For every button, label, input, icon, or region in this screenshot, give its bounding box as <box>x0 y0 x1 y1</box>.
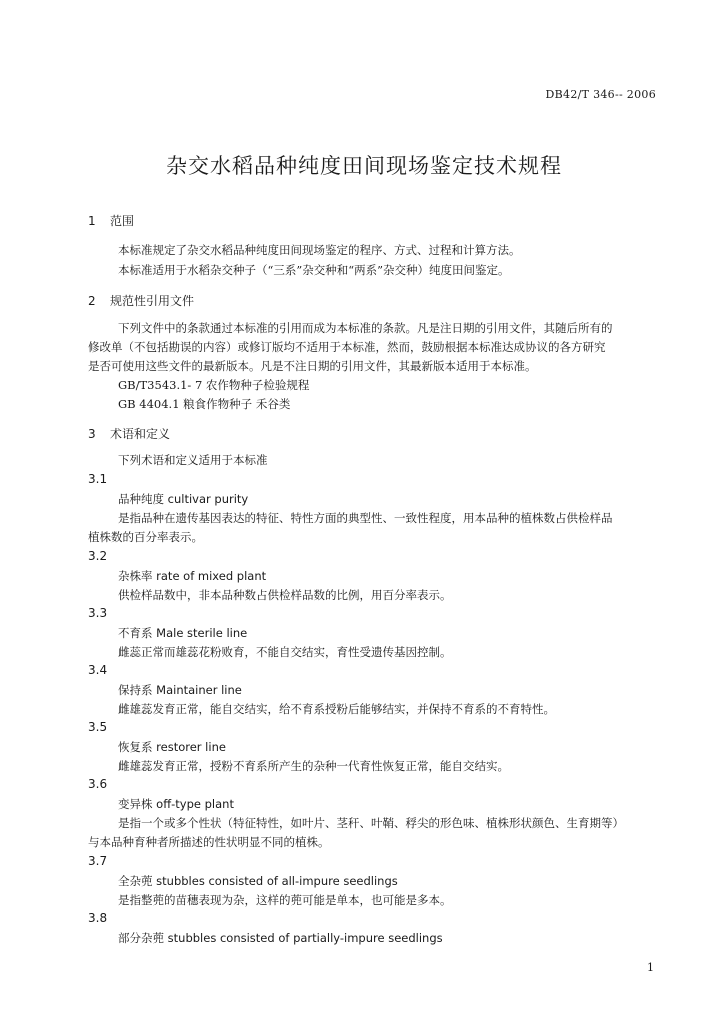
term-definition: 是指整蔸的苗穗表现为杂，这样的蔸可能是单本，也可能是多本。 <box>118 893 452 907</box>
reference-item: GB 4404.1 粮食作物种子 禾谷类 <box>118 397 291 411</box>
term-number: 3.1 <box>88 472 108 486</box>
refs-paragraph-line: 修改单（不包括勘误的内容）或修订版均不适用于本标准，然而，鼓励根据本标准达成协议的各方研究 <box>88 340 606 354</box>
terms-intro: 下列术语和定义适用于本标准 <box>118 453 268 467</box>
section-title: 术语和定义 <box>110 427 171 441</box>
term-name: 保持系 Maintainer line <box>118 683 242 697</box>
term-number: 3.2 <box>88 549 108 563</box>
refs-paragraph-line: 是否可使用这些文件的最新版本。凡是不注日期的引用文件，其最新版本适用于本标准。 <box>88 359 537 373</box>
section-heading-1 <box>88 212 134 229</box>
term-name: 全杂蔸 stubbles consisted of all-impure seedlings <box>118 874 398 888</box>
scope-paragraph: 本标准规定了杂交水稻品种纯度田间现场鉴定的程序、方式、过程和计算方法。 <box>118 243 521 257</box>
term-definition: 雌雄蕊发育正常，能自交结实，给不育系授粉后能够结实，并保持不育系的不育特性。 <box>118 702 555 716</box>
term-definition: 与本品种育种者所描述的性状明显不同的植株。 <box>88 835 330 849</box>
term-number: 3.4 <box>88 663 108 677</box>
term-definition: 雌蕊正常而雄蕊花粉败育，不能自交结实，育性受遗传基因控制。 <box>118 645 452 659</box>
section-number: 3 <box>88 427 96 441</box>
term-number: 3.3 <box>88 606 108 620</box>
term-definition: 雌雄蕊发育正常，授粉不育系所产生的杂种一代育性恢复正常，能自交结实。 <box>118 759 509 773</box>
term-name: 杂株率 rate of mixed plant <box>118 569 267 583</box>
term-definition: 是指一个或多个性状（特征特性，如叶片、茎秆、叶鞘、稃尖的形色味、植株形状颜色、生育期等） <box>118 816 624 830</box>
term-name: 变异株 off-type plant <box>118 797 234 811</box>
section-title: 规范性引用文件 <box>110 294 195 308</box>
refs-paragraph-line: 下列文件中的条款通过本标准的引用而成为本标准的条款。凡是注日期的引用文件，其随后所有的 <box>118 321 613 335</box>
section-number: 2 <box>88 294 96 308</box>
term-number: 3.5 <box>88 720 108 734</box>
term-definition: 植株数的百分率表示。 <box>88 530 203 544</box>
term-number: 3.7 <box>88 854 108 868</box>
section-number: 1 <box>88 214 96 228</box>
reference-item: GB/T3543.1- 7 农作物种子检验规程 <box>118 378 310 392</box>
term-name: 部分杂蔸 stubbles consisted of partially-impure seedlings <box>118 931 443 945</box>
scope-paragraph: 本标准适用于水稻杂交种子（“三系”杂交种和“两系”杂交种）纯度田间鉴定。 <box>118 263 510 277</box>
document-id: DB42/T 346-- 2006 <box>545 88 656 101</box>
page-number: 1 <box>647 961 654 974</box>
term-name: 不育系 Male sterile line <box>118 626 248 640</box>
document-title: 杂交水稻品种纯度田间现场鉴定技术规程 <box>166 154 562 178</box>
term-name: 品种纯度 cultivar purity <box>118 492 249 506</box>
term-definition: 供检样品数中，非本品种数占供检样品数的比例，用百分率表示。 <box>118 588 452 602</box>
term-number: 3.8 <box>88 911 108 925</box>
term-name: 恢复系 restorer line <box>118 740 226 754</box>
section-heading-3 <box>88 425 170 442</box>
section-heading-2 <box>88 292 194 309</box>
term-number: 3.6 <box>88 777 108 791</box>
term-definition: 是指品种在遗传基因表达的特征、特性方面的典型性、一致性程度，用本品种的植株数占供检样品 <box>118 511 613 525</box>
section-title: 范围 <box>110 214 135 228</box>
